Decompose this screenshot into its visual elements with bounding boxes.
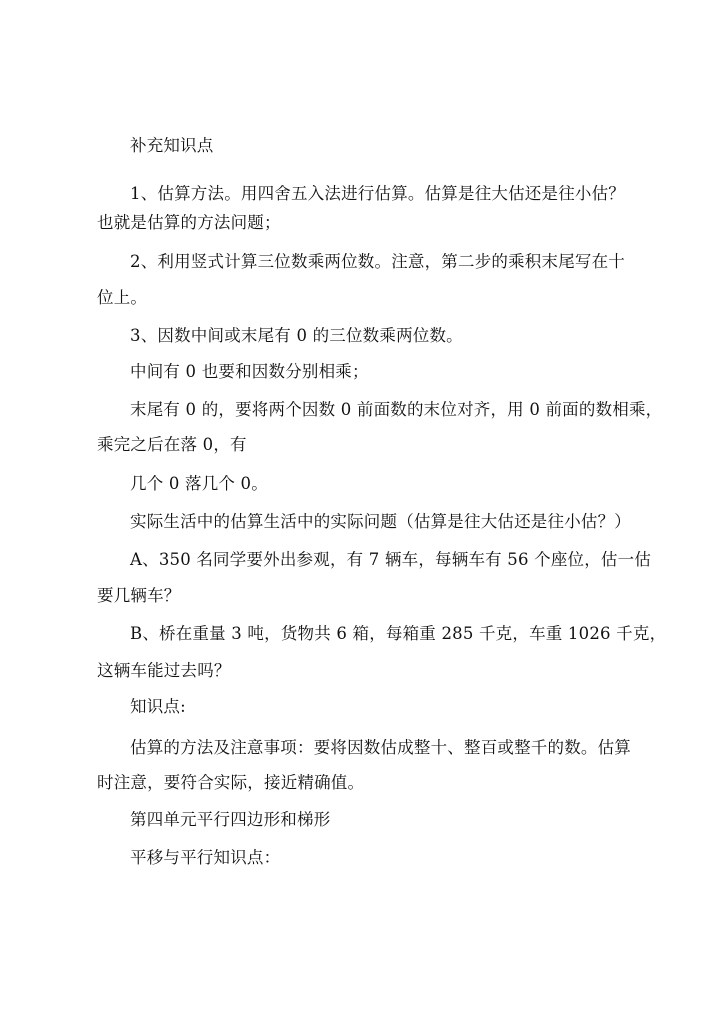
paragraph-line: 实际生活中的估算生活中的实际问题（估算是往大估还是往小估？） <box>130 512 631 531</box>
heading-supplementary-knowledge: 补充知识点 <box>130 136 214 155</box>
paragraph-line: 乘完之后在落 0，有 <box>97 435 247 454</box>
paragraph-line: 位上。 <box>97 288 148 307</box>
paragraph-line: 几个 0 落几个 0。 <box>130 474 268 493</box>
paragraph-line: 这辆车能过去吗？ <box>97 661 231 680</box>
heading-knowledge-point: 知识点: <box>130 697 186 716</box>
heading-translation-parallel: 平移与平行知识点： <box>130 848 281 867</box>
paragraph-line: 要几辆车？ <box>97 586 181 605</box>
paragraph-line: 1、估算方法。用四舍五入法进行估算。估算是往大估还是往小估？ <box>130 184 625 203</box>
heading-unit-four: 第四单元平行四边形和梯形 <box>130 810 331 829</box>
paragraph-line: 2、利用竖式计算三位数乘两位数。注意，第二步的乘积末尾写在十 <box>130 252 625 271</box>
paragraph-line: 时注意，要符合实际，接近精确值。 <box>97 773 365 792</box>
paragraph-line: B、桥在重量 3 吨，货物共 6 箱，每箱重 285 千克，车重 1026 千克， <box>130 624 667 643</box>
paragraph-line: 也就是估算的方法问题； <box>97 213 281 232</box>
paragraph-line: 3、因数中间或末尾有 0 的三位数乘两位数。 <box>130 326 463 345</box>
paragraph-line: A、350 名同学要外出参观，有 7 辆车，每辆车有 56 个座位，估一估 <box>130 550 652 569</box>
paragraph-line: 末尾有 0 的，要将两个因数 0 前面数的末位对齐，用 0 前面的数相乘， <box>130 400 663 419</box>
paragraph-line: 中间有 0 也要和因数分别相乘； <box>130 362 369 381</box>
paragraph-line: 估算的方法及注意事项：要将因数估成整十、整百或整千的数。估算 <box>130 738 631 757</box>
